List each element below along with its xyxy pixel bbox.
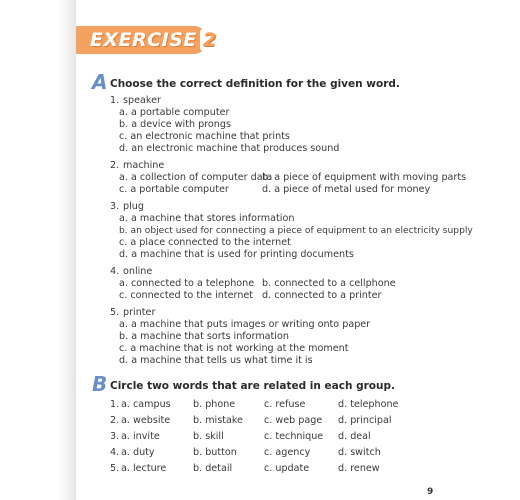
word-choice[interactable]: d. telephone	[338, 399, 399, 410]
word-choice[interactable]: c. web page	[264, 415, 323, 426]
option: a. a portable computer	[119, 107, 230, 118]
word-choice[interactable]: a. duty	[121, 447, 155, 458]
question-number: 1.	[110, 95, 120, 106]
option: b. a machine that sorts information	[119, 331, 289, 342]
option: c. an electronic machine that prints	[119, 131, 290, 142]
option: d. connected to a printer	[262, 290, 382, 301]
word-choice[interactable]: b. phone	[193, 399, 236, 410]
word-choice[interactable]: b. button	[193, 447, 237, 458]
option: c. connected to the internet	[119, 290, 254, 301]
page-number: 9	[427, 487, 434, 497]
word-choice[interactable]: d. switch	[338, 447, 381, 458]
word-choice[interactable]: c. technique	[264, 431, 324, 442]
section-a-letter: A	[92, 70, 108, 94]
exercise-title	[90, 28, 220, 52]
option: a. a collection of computer data	[119, 172, 273, 183]
option: d. an electronic machine that produces sound	[119, 143, 340, 154]
word-choice[interactable]: a. lecture	[121, 463, 167, 474]
option: c. a place connected to the internet	[119, 237, 291, 248]
option: a. connected to a telephone	[119, 278, 255, 289]
option: b. a device with prongs	[119, 119, 231, 130]
option: d. a piece of metal used for money	[262, 184, 431, 195]
exercise-title-label: EXERCISE	[90, 29, 197, 51]
exercise-number: 2	[200, 29, 220, 51]
option: b. a piece of equipment with moving parts	[262, 172, 467, 183]
question-number: 5.	[110, 307, 120, 318]
option: b. connected to a cellphone	[262, 278, 396, 289]
word-choice[interactable]: d. deal	[338, 431, 371, 442]
word-choice[interactable]: c. refuse	[264, 399, 306, 410]
section-b-instruction: Circle two words that are related in each group.	[110, 380, 395, 392]
section-a-instruction: Choose the correct definition for the given word.	[110, 78, 400, 90]
word-choice[interactable]: b. detail	[193, 463, 233, 474]
word-choice[interactable]: b. skill	[193, 431, 224, 442]
question-number: 2.	[110, 160, 120, 171]
option: c. a portable computer	[119, 184, 229, 195]
option: c. a machine that is not working at the moment	[119, 343, 349, 354]
question-word: plug	[123, 201, 144, 212]
page-gutter	[58, 0, 76, 500]
word-choice[interactable]: c. agency	[264, 447, 311, 458]
word-choice[interactable]: b. mistake	[193, 415, 243, 426]
question-word: printer	[123, 307, 156, 318]
row-number: 1.	[110, 399, 120, 410]
option: a. a machine that stores information	[119, 213, 295, 224]
option: a. a machine that puts images or writing onto paper	[119, 319, 371, 330]
question-word: speaker	[123, 95, 161, 106]
option: d. a machine that tells us what time it is	[119, 355, 313, 366]
word-choice[interactable]: a. campus	[121, 399, 171, 410]
word-choice[interactable]: c. update	[264, 463, 310, 474]
option: b. an object used for connecting a piece of equipment to an electricity supply	[119, 226, 473, 236]
row-number: 2.	[110, 415, 120, 426]
row-number: 5.	[110, 463, 120, 474]
section-b-letter: B	[92, 372, 108, 396]
word-choice[interactable]: a. website	[121, 415, 171, 426]
question-word: machine	[123, 160, 165, 171]
word-choice[interactable]: d. principal	[338, 415, 392, 426]
row-number: 4.	[110, 447, 120, 458]
word-choice[interactable]: a. invite	[121, 431, 160, 442]
question-number: 4.	[110, 266, 120, 277]
row-number: 3.	[110, 431, 120, 442]
word-choice[interactable]: d. renew	[338, 463, 380, 474]
question-number: 3.	[110, 201, 120, 212]
question-word: online	[123, 266, 153, 277]
option: d. a machine that is used for printing documents	[119, 249, 354, 260]
